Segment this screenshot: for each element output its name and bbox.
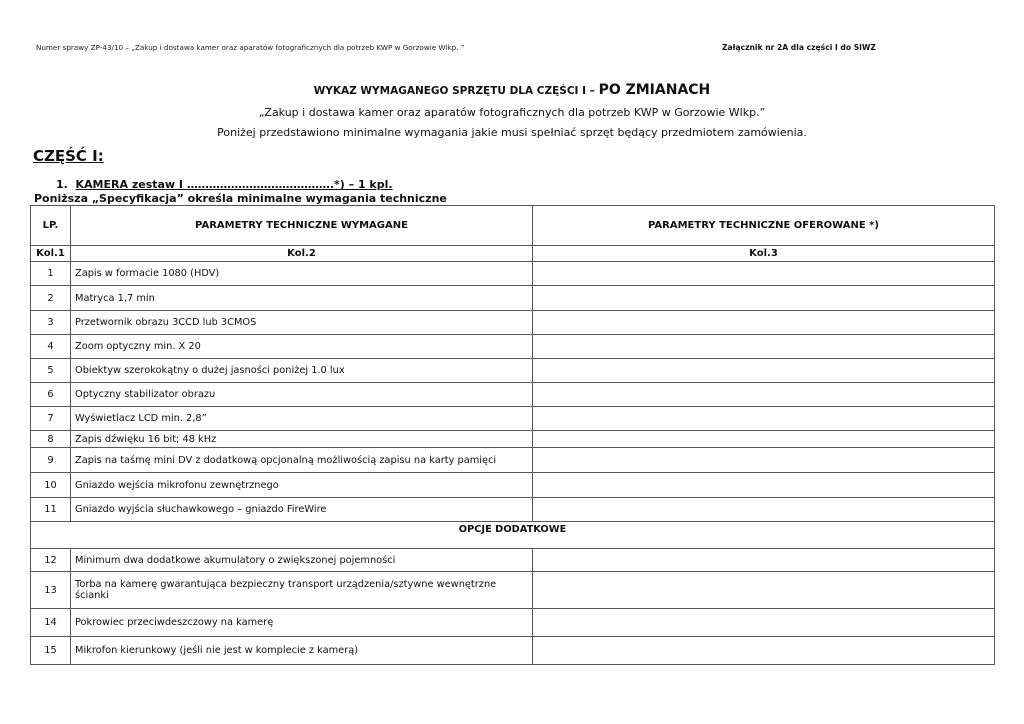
offered-cell[interactable]	[533, 262, 995, 286]
row-lp: 2	[31, 286, 71, 311]
offered-cell[interactable]	[533, 609, 995, 637]
row-param: Zoom optyczny min. X 20	[71, 335, 533, 359]
section-row	[31, 522, 995, 549]
offered-cell[interactable]	[533, 359, 995, 383]
row-param: Minimum dwa dodatkowe akumulatory o zwiększonej pojemności	[71, 549, 533, 572]
row-param: Optyczny stabilizator obrazu	[71, 383, 533, 407]
kol-1: Kol.1	[31, 246, 71, 262]
row-param: Matryca 1,7 min	[71, 286, 533, 311]
kol-3: Kol.3	[533, 246, 995, 262]
table-row	[31, 473, 995, 498]
item-number: 1.	[56, 178, 68, 191]
intro-text: Poniżej przedstawiono minimalne wymagania jakie musi spełniać sprzęt będący przedmiotem zamówienia.	[217, 126, 807, 139]
title-emphasis: PO ZMIANACH	[598, 82, 711, 98]
row-lp: 15	[31, 637, 71, 665]
document-subtitle: „Zakup i dostawa kamer oraz aparatów fotograficznych dla potrzeb KWP w Gorzowie Wlkp.”	[258, 106, 766, 119]
row-lp: 9	[31, 448, 71, 473]
row-param: Gniazdo wyjścia słuchawkowego – gniazdo FireWire	[71, 498, 533, 522]
case-reference: Numer sprawy ZP-43/10 – „Zakup i dostawa kamer oraz aparatów fotograficznych dla potrzeb KWP w Gorzowie Wlkp. ”	[36, 43, 465, 52]
offered-cell[interactable]	[533, 311, 995, 335]
table-row	[31, 359, 995, 383]
table-row	[31, 431, 995, 448]
header-required: PARAMETRY TECHNICZNE WYMAGANE	[71, 206, 533, 246]
row-lp: 3	[31, 311, 71, 335]
row-param: Torba na kamerę gwarantująca bezpieczny transport urządzenia/sztywne wewnętrzne ścianki	[71, 572, 533, 609]
row-lp: 13	[31, 572, 71, 609]
table-row	[31, 286, 995, 311]
row-lp: 5	[31, 359, 71, 383]
table-header-row	[31, 206, 995, 246]
spec-note: Poniższa „Specyfikacja” określa minimalne wymagania techniczne	[34, 192, 447, 205]
row-lp: 14	[31, 609, 71, 637]
offered-cell[interactable]	[533, 407, 995, 431]
row-param: Wyświetlacz LCD min. 2,8”	[71, 407, 533, 431]
row-lp: 11	[31, 498, 71, 522]
row-lp: 7	[31, 407, 71, 431]
table-row	[31, 498, 995, 522]
table-row	[31, 549, 995, 572]
offered-cell[interactable]	[533, 572, 995, 609]
item-heading	[56, 178, 393, 191]
row-param: Obiektyw szerokokątny o dużej jasności poniżej 1.0 lux	[71, 359, 533, 383]
kol-2: Kol.2	[71, 246, 533, 262]
offered-cell[interactable]	[533, 335, 995, 359]
offered-cell[interactable]	[533, 431, 995, 448]
row-param: Pokrowiec przeciwdeszczowy na kamerę	[71, 609, 533, 637]
row-lp: 6	[31, 383, 71, 407]
offered-cell[interactable]	[533, 286, 995, 311]
part-heading: CZĘŚĆ I:	[33, 147, 104, 165]
spec-table	[30, 205, 995, 665]
row-lp: 8	[31, 431, 71, 448]
document-title	[0, 79, 1024, 98]
row-lp: 12	[31, 549, 71, 572]
table-row	[31, 262, 995, 286]
column-number-row	[31, 246, 995, 262]
row-lp: 4	[31, 335, 71, 359]
offered-cell[interactable]	[533, 448, 995, 473]
table-row	[31, 448, 995, 473]
offered-cell[interactable]	[533, 498, 995, 522]
table-row	[31, 572, 995, 609]
table-row	[31, 609, 995, 637]
table-row	[31, 637, 995, 665]
table-row	[31, 311, 995, 335]
title-main: WYKAZ WYMAGANEGO SPRZĘTU DLA CZĘŚCI I –	[313, 85, 599, 97]
section-label: OPCJE DODATKOWE	[31, 522, 995, 549]
table-row	[31, 335, 995, 359]
row-param: Przetwornik obrazu 3CCD lub 3CMOS	[71, 311, 533, 335]
table-row	[31, 383, 995, 407]
offered-cell[interactable]	[533, 473, 995, 498]
offered-cell[interactable]	[533, 383, 995, 407]
row-param: Zapis w formacie 1080 (HDV)	[71, 262, 533, 286]
row-param: Mikrofon kierunkowy (jeśli nie jest w komplecie z kamerą)	[71, 637, 533, 665]
offered-cell[interactable]	[533, 549, 995, 572]
annex-label: Załącznik nr 2A dla części I do SIWZ	[722, 43, 876, 52]
item-label: KAMERA zestaw I ………………………………….*) – 1 kpl.	[75, 178, 393, 191]
table-row	[31, 407, 995, 431]
row-param: Zapis na taśmę mini DV z dodatkową opcjonalną możliwością zapisu na karty pamięci	[71, 448, 533, 473]
row-param: Zapis dźwięku 16 bit; 48 kHz	[71, 431, 533, 448]
row-lp: 1	[31, 262, 71, 286]
row-param: Gniazdo wejścia mikrofonu zewnętrznego	[71, 473, 533, 498]
row-lp: 10	[31, 473, 71, 498]
header-lp: LP.	[31, 206, 71, 246]
offered-cell[interactable]	[533, 637, 995, 665]
header-offered: PARAMETRY TECHNICZNE OFEROWANE *)	[533, 206, 995, 246]
